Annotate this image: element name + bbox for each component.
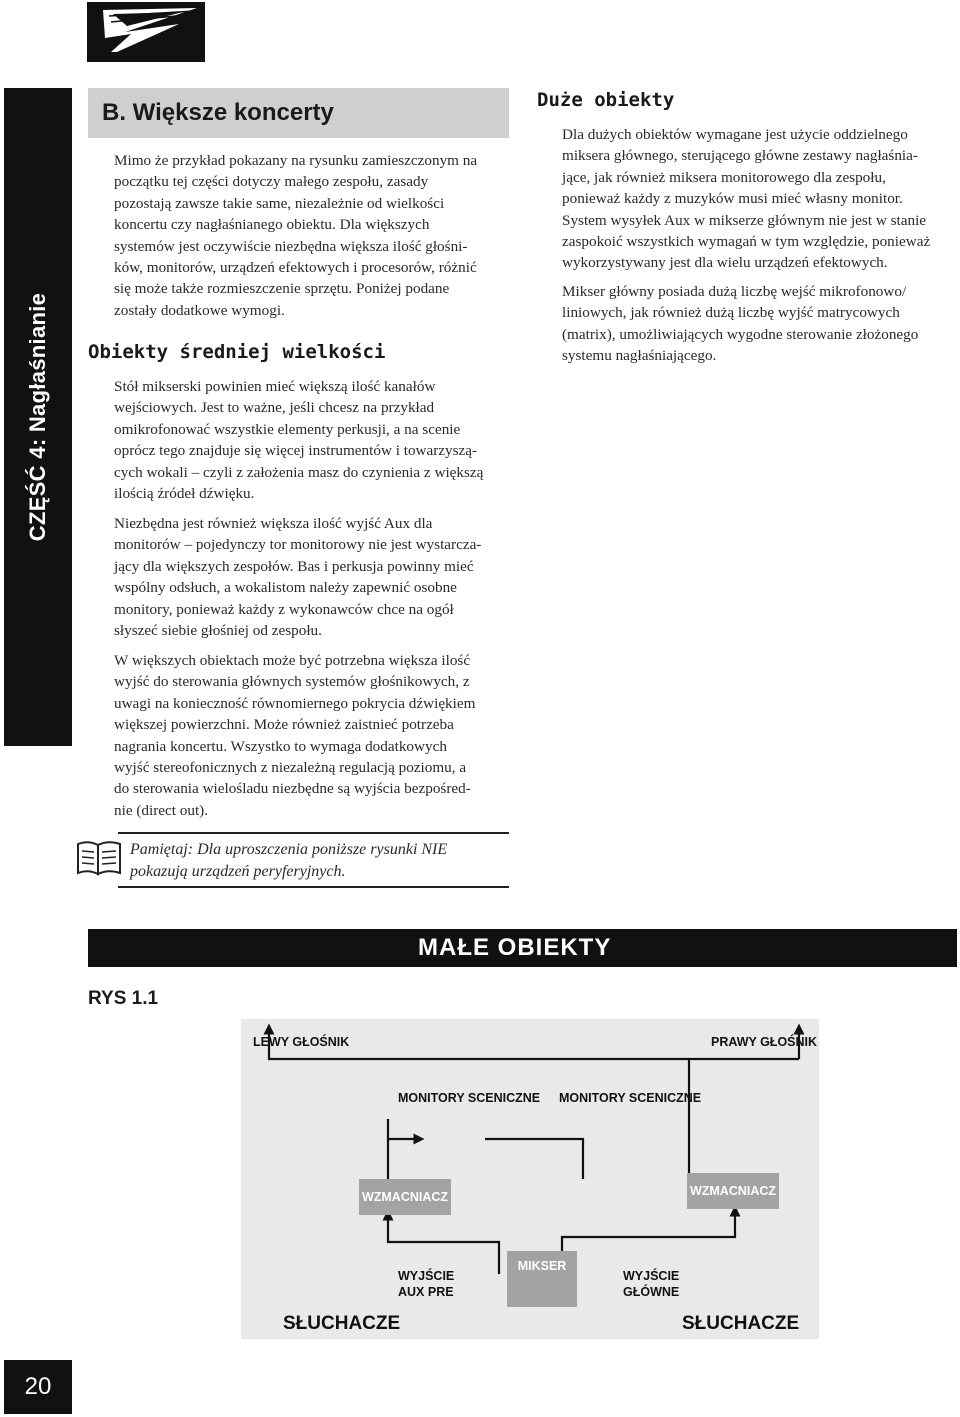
right-speaker-label: PRAWY GŁOŚNIK	[711, 1035, 818, 1049]
note-top-rule	[118, 832, 509, 834]
publisher-logo	[87, 2, 205, 62]
section-title: B. Większe koncerty	[88, 88, 509, 138]
mixer: MIKSER	[507, 1251, 577, 1307]
large-venues-paragraph-2: Mikser główny posiada dużą liczbę wejść mikrofonowo/ liniowych, jak również dużą liczbę wyjść matrycowych (matrix), umożliwiających wygodne sterowanie złożonego systemu nagłaśniającego.	[562, 283, 919, 365]
right-amplifier: WZMACNIACZ	[687, 1173, 779, 1209]
book-icon	[74, 838, 124, 878]
intro-paragraph: Mimo że przykład pokazany na rysunku zamieszczonym na początku tej części dotyczy małego zespołu, zasady pozostają zawsze takie same, niezależnie od wielkości koncertu czy nagłaśnianego obiektu. Dla większych systemów jest oczywiście niezbędna większa ilość głośni- ków, monitorów, urządzeń efektowych i procesorów, różnić się może także rozmieszczenie sprzętu. Poniżej podane zostały dodatkowe wymogi.	[114, 152, 478, 319]
logo-emblem-icon	[87, 2, 205, 62]
medium-venues-paragraph-2: Niezbędna jest również większa ilość wyjść Aux dla monitorów – pojedynczy tor monitorowy nie jest wystarcza- jący dla większych zespołów. Bas i perkusja powinny mieć wspólny odsłuch, a wokalistom należy zapewnić osobne monitory, ponieważ każdy z wykonawców chce na ogół słyszeć siebie głośniej od zespołu.	[114, 515, 482, 640]
chapter-side-tab-label: CZĘŚĆ 4: Nagłaśnianie	[25, 292, 50, 542]
audience-right-label: SŁUCHACZE	[682, 1313, 800, 1334]
medium-venues-heading: Obiekty średniej wielkości	[88, 341, 386, 363]
figure-label: RYS 1.1	[88, 988, 159, 1009]
main-output-label-line2: GŁÓWNE	[623, 1285, 680, 1299]
audience-left-label: SŁUCHACZE	[283, 1313, 401, 1334]
stage-monitors-left-label: MONITORY SCENICZNE	[398, 1091, 541, 1105]
main-output-label-line1: WYJŚCIE	[623, 1269, 680, 1283]
stage-monitors-right-label: MONITORY SCENICZNE	[559, 1091, 702, 1105]
aux-pre-output-label-line2: AUX PRE	[398, 1285, 454, 1299]
signal-flow-diagram	[241, 1019, 819, 1339]
medium-venues-paragraph-3: W większych obiektach może być potrzebna większa ilość wyjść do sterowania głównych systemów głośnikowych, z uwagi na konieczność równomiernego pokrycia dźwiękiem większej powierzchni. Może również zaistnieć potrzeba nagrania koncertu. Wszystko to wymaga dodatkowych wyjść stereofonicznych z niezależną regulacją poziomu, a do sterowania wielośladu niezbędne są wyjścia bezpośred- nie (direct out).	[114, 652, 476, 819]
large-venues-paragraph-1: Dla dużych obiektów wymagane jest użycie oddzielnego miksera głównego, sterującego główne zestawy nagłaśnia- jące, jak również miksera monitorowego dla zespołu, ponieważ każdy z muzyków musi mieć własny monitor. System wysyłek Aux w mikserze głównym nie jest w stanie zaspokoić wszystkich wymagań w tym względzie, ponieważ wykorzystywany jest dla wielu urządzeń efektowych.	[562, 126, 931, 272]
aux-pre-output-label-line1: WYJŚCIE	[398, 1269, 455, 1283]
left-amplifier: WZMACNIACZ	[359, 1179, 451, 1215]
chapter-side-tab	[4, 88, 72, 746]
page-number: 20	[4, 1360, 72, 1414]
medium-venues-paragraph-1: Stół mikserski powinien mieć większą ilość kanałów wejściowych. Jest to ważne, jeśli chcesz na przykład omikrofonować wszystkie elementy perkusji, a na scenie oprócz tego znajduje się więcej instrumentów i towarzyszą- cych wokali – czyli z założenia masz do czynienia z większą ilością źródeł dźwięku.	[114, 378, 484, 503]
note-bottom-rule	[118, 886, 509, 888]
note-text: Pamiętaj: Dla uproszczenia poniższe rysunki NIE pokazują urządzeń peryferyjnych.	[130, 841, 448, 880]
figure-banner: MAŁE OBIEKTY	[88, 929, 957, 967]
large-venues-heading: Duże obiekty	[537, 89, 675, 111]
left-speaker-label: LEWY GŁOŚNIK	[253, 1035, 350, 1049]
